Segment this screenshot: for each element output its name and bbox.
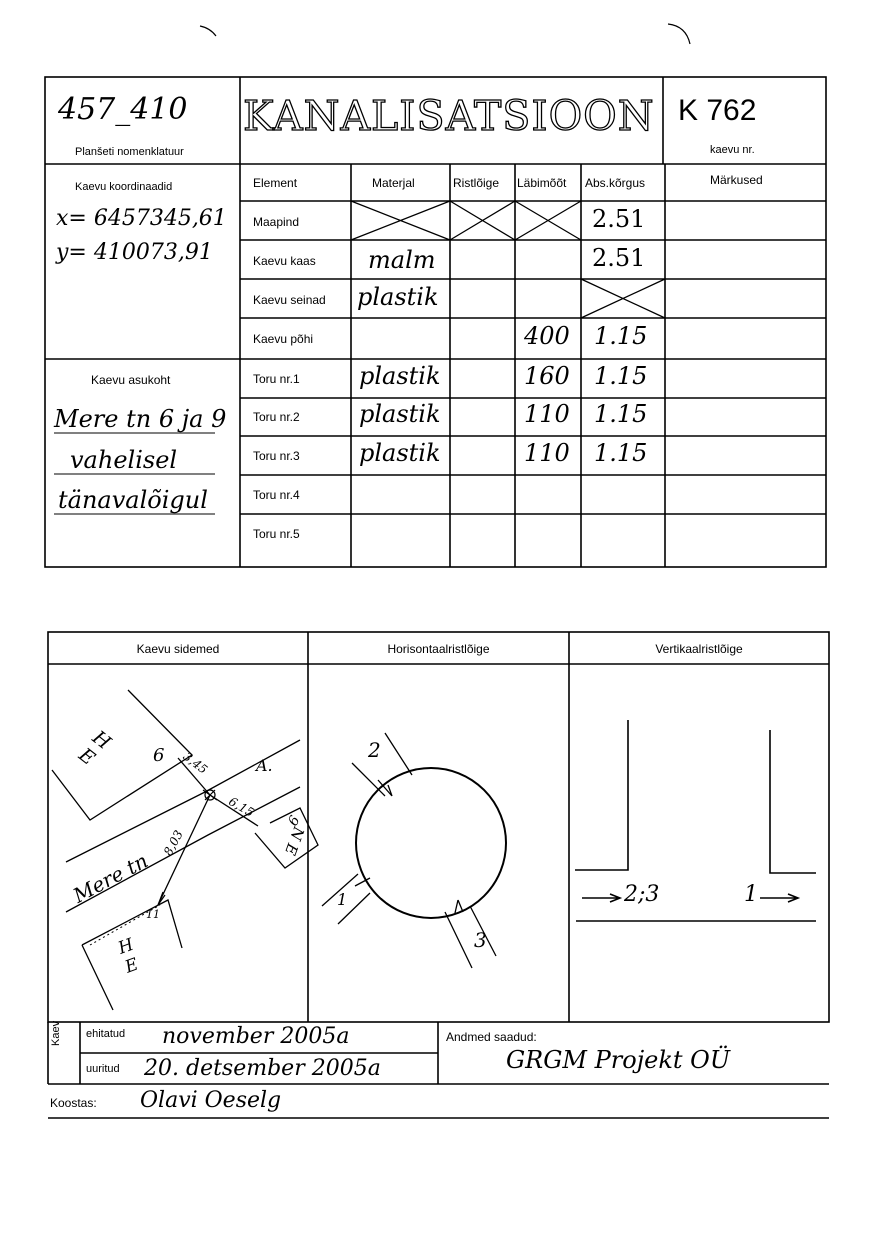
pipe-label-3: 3 (474, 928, 487, 952)
row-diameter: 110 (524, 439, 570, 467)
location-line-3: tänavalõigul (58, 486, 208, 514)
row-height: 2.51 (592, 244, 646, 272)
vertical-left-label: 2;3 (624, 882, 660, 907)
sketch-letter-a: A. (256, 756, 273, 775)
row-element: Toru nr.1 (253, 372, 300, 386)
coords-label: Kaevu koordinaadid (75, 181, 173, 193)
sketch-distance-1: 3,45 (180, 749, 211, 777)
location-line-1: Mere tn 6 ja 9 (54, 405, 227, 433)
compiled-label: Koostas: (50, 1096, 97, 1110)
sketch-street-name: Mere tn (69, 848, 152, 908)
pipe-label-2: 2 (368, 738, 381, 762)
well-id-value: K 762 (678, 94, 757, 127)
row-material: malm (368, 246, 436, 274)
header-diameter: Läbimõõt (517, 176, 567, 190)
pipe-label-1: 1 (337, 890, 348, 909)
header-section: Ristlõige (453, 176, 500, 190)
surveyed-label: uuritud (86, 1063, 120, 1075)
row-diameter: 400 (524, 322, 570, 350)
sketch-distance-3: 8,03 (160, 827, 186, 859)
row-element: Kaevu seinad (253, 293, 326, 307)
header-notes: Märkused (710, 173, 763, 187)
sketch-he-bottom: H E (115, 934, 141, 978)
panel-ties-header: Kaevu sidemed (136, 642, 220, 656)
location-label: Kaevu asukoht (91, 373, 171, 387)
surveyed-value: 20. detsember 2005a (144, 1056, 381, 1081)
sketch-he-right: N E (281, 824, 308, 858)
source-value: GRGM Projekt OÜ (506, 1046, 731, 1074)
row-material: plastik (359, 362, 441, 390)
compiled-value: Olavi Oeselg (140, 1088, 282, 1113)
y-coordinate: y= 410073,91 (56, 240, 213, 265)
row-material: plastik (359, 400, 441, 428)
header-element: Element (253, 176, 298, 190)
built-value: november 2005a (162, 1024, 350, 1049)
row-material: plastik (359, 439, 441, 467)
x-coordinate: x= 6457345,61 (56, 206, 227, 231)
vertical-right-label: 1 (744, 882, 758, 907)
row-height: 1.15 (594, 322, 648, 350)
row-height: 1.15 (594, 400, 648, 428)
row-element: Toru nr.2 (253, 410, 300, 424)
row-element: Kaevu põhi (253, 332, 314, 346)
map-sheet-value: 457_410 (58, 92, 188, 127)
row-height: 1.15 (594, 362, 648, 390)
panel-vertical-header: Vertikaalristlõige (655, 642, 743, 656)
source-label: Andmed saadud: (446, 1030, 537, 1044)
map-sheet-label: Planšeti nomenklatuur (75, 146, 184, 158)
row-material: plastik (357, 283, 439, 311)
panel-horizontal-header: Horisontaalristlõige (387, 642, 490, 656)
built-label: ehitatud (86, 1028, 126, 1040)
row-height: 1.15 (594, 439, 648, 467)
row-element: Toru nr.3 (253, 449, 300, 463)
well-id-label: kaevu nr. (710, 144, 755, 156)
sketch-number-9: 9 (283, 812, 302, 828)
sketch-number-6: 6 (153, 745, 165, 766)
header-material: Materjal (372, 176, 415, 190)
row-element: Toru nr.5 (253, 527, 300, 541)
row-diameter: 110 (524, 400, 570, 428)
sketch-he-top: H E (74, 726, 115, 770)
footer-side-label: Kaev (50, 1020, 62, 1046)
row-diameter: 160 (524, 362, 570, 390)
page-title: KANALISATSIOON (243, 92, 655, 140)
row-element: Kaevu kaas (253, 254, 316, 268)
row-height: 2.51 (592, 205, 646, 233)
header-height: Abs.kõrgus (585, 176, 646, 190)
sketch-number-11: 11 (146, 908, 160, 921)
location-line-2: vahelisel (70, 446, 178, 474)
row-element: Toru nr.4 (253, 488, 300, 502)
row-element: Maapind (253, 215, 300, 229)
sketch-distance-2: 6,15 (226, 794, 257, 820)
